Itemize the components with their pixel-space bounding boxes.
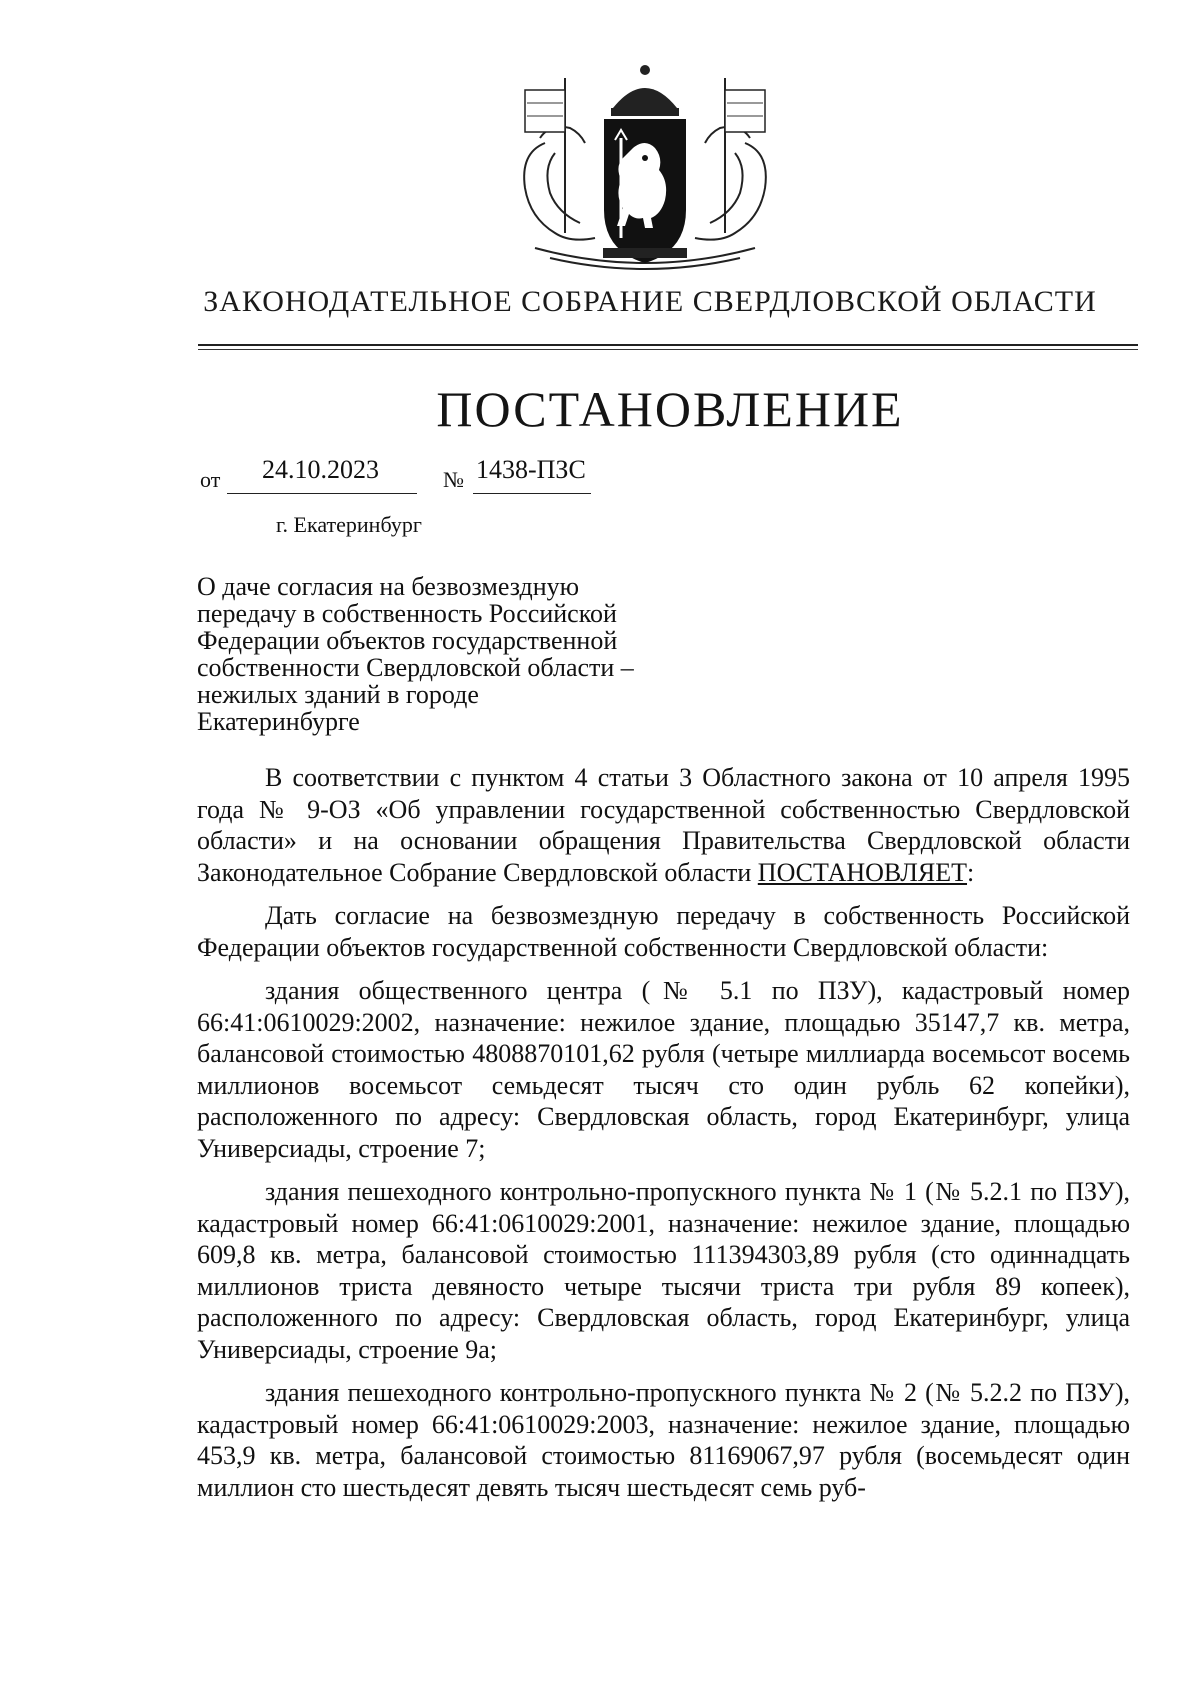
organization-name: ЗАКОНОДАТЕЛЬНОЕ СОБРАНИЕ СВЕРДЛОВСКОЙ ОБЛАСТИ — [203, 285, 1097, 318]
list-item: здания общественного центра (№ 5.1 по ПЗУ), кадастровый номер 66:41:0610029:2002, назначение: нежилое здание, площадью 35147,7 кв. метра, балансовой стоимостью 4808870101,62 рубля (четыре миллиарда восемьсот восемь миллионов восемьсот семьдесят тысяч сто один рубль 62 копейки), расположенного по адресу: Свердловская область, город Екатеринбург, улица Универсиады, строение 7; — [197, 976, 1130, 1163]
header-divider-thin — [198, 349, 1138, 350]
number-underline — [473, 493, 591, 494]
date-underline — [227, 493, 417, 494]
document-city: г. Екатеринбург — [276, 512, 422, 537]
preamble-text: В соответствии с пунктом 4 статьи 3 Областного закона от 10 апреля 1995 года № 9-ОЗ «Об управлении государственной собственностью Свердловской области» и на основании обращения Правительства Свердловской области Законодательное Собрание Свердловской области — [197, 763, 1130, 887]
list-item: здания пешеходного контрольно-пропускного пункта № 2 (№ 5.2.2 по ПЗУ), кадастровый номер 66:41:0610029:2003, назначение: нежилое здание, площадью 453,9 кв. метра, балансовой стоимостью 81169067,97 рубля (восемьдесят один миллион сто шестьдесят девять тысяч шестьдесят семь руб- — [197, 1378, 1130, 1502]
document-subject: О даче согласия на безвозмездную передачу в собственность Российской Федерации объектов государственной собственности Свердловской области – нежилых зданий в городе Екатеринбурге — [197, 572, 634, 736]
document-type-title: ПОСТАНОВЛЕНИЕ — [436, 381, 904, 437]
header-divider-thick — [198, 344, 1138, 346]
document-number: 1438-ПЗС — [476, 455, 586, 484]
decision-paragraph: Дать согласие на безвозмездную передачу в собственность Российской Федерации объектов государственной собственности Свердловской области: — [197, 901, 1130, 962]
date-prefix: от — [200, 467, 221, 492]
list-item: здания пешеходного контрольно-пропускного пункта № 1 (№ 5.2.1 по ПЗУ), кадастровый номер 66:41:0610029:2001, назначение: нежилое здание, площадью 609,8 кв. метра, балансовой стоимостью 111394303,89 рубля (сто одиннадцать миллионов триста девяносто четыре тысячи триста три рубля 89 копеек), расположенного по адресу: Свердловская область, город Екатеринбург, улица Универсиады, строение 9а; — [197, 1177, 1130, 1364]
date-number-row — [200, 455, 800, 495]
number-sign: № — [443, 467, 464, 492]
document-body — [197, 762, 1130, 1513]
resolves-keyword: ПОСТАНОВЛЯЕТ — [757, 857, 968, 887]
document-date: 24.10.2023 — [262, 455, 379, 484]
coat-of-arms-icon — [505, 58, 785, 273]
resolves-colon: : — [967, 857, 975, 887]
preamble-paragraph — [197, 762, 1130, 888]
